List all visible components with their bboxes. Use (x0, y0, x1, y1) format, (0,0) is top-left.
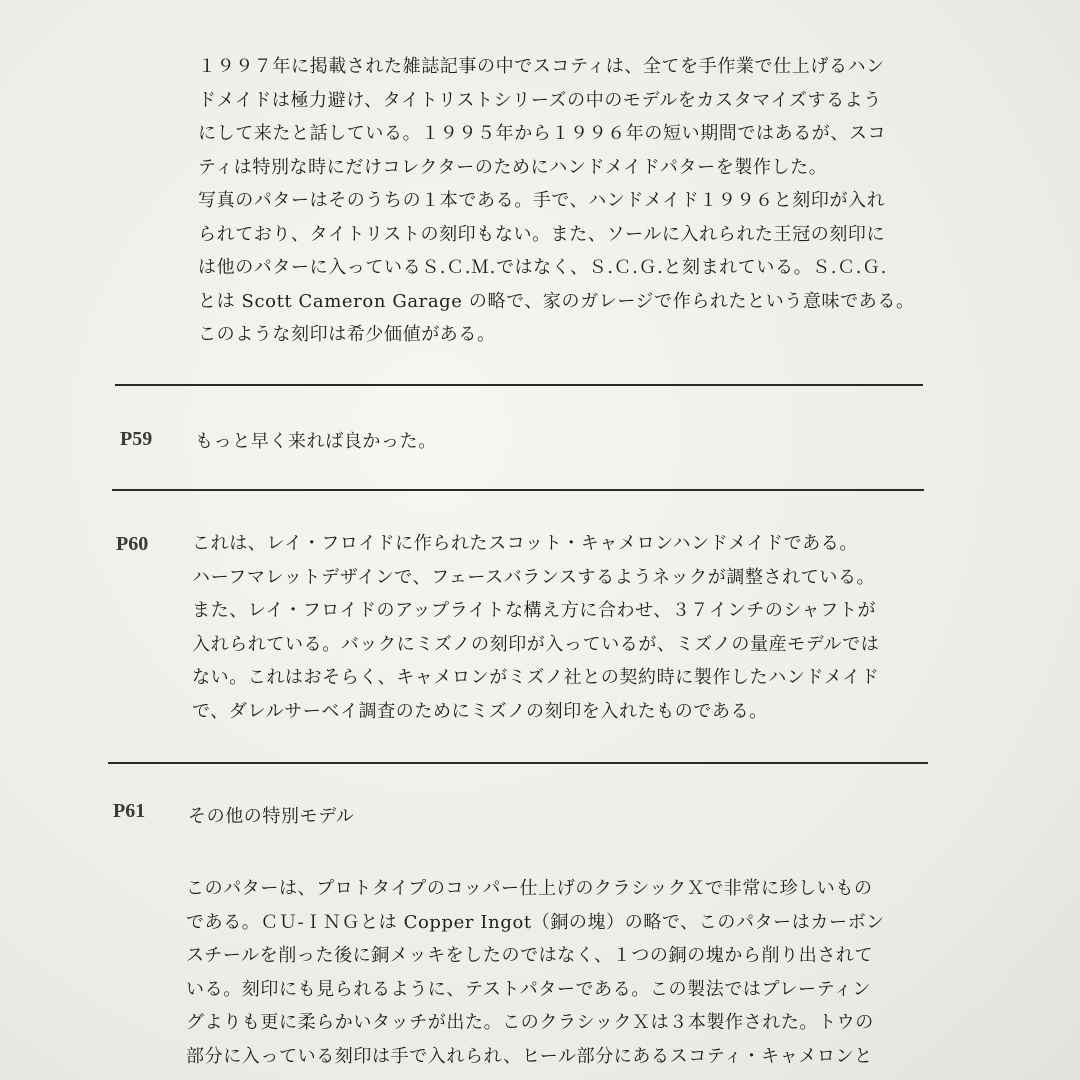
text-line: ドメイドは極力避け、タイトリストシリーズの中のモデルをカスタマイズするよう (198, 89, 882, 111)
text-line: ハーフマレットデザインで、フェースバランスするようネックが調整されている。 (192, 566, 876, 588)
text-line: は他のパターに入っているＳ.Ｃ.Ｍ.ではなく、Ｓ.Ｃ.Ｇ.と刻まれている。Ｓ.Ｃ.Ｇ. (198, 257, 887, 278)
text-line: ない。これはおそらく、キャメロンがミズノ社との契約時に製作したハンドメイド (192, 667, 880, 688)
p60-paragraph (192, 527, 927, 728)
divider-rule (112, 489, 924, 491)
text-line: にして来たと話している。１９９５年から１９９６年の短い期間ではあるが、スコ (198, 123, 887, 144)
p61-heading (188, 800, 355, 834)
text-line: とは Scott Cameron Garage の略で、家のガレージで作られたという意味である。 (198, 290, 915, 312)
text-line: いる。刻印にも見られるように、テストパターである。この製法ではプレーティン (186, 978, 871, 1000)
p59-text (195, 425, 437, 459)
text-line: もっと早く来れば良かった。 (195, 431, 437, 452)
divider-rule (115, 384, 923, 386)
text-line: グよりも更に柔らかいタッチが出た。このクラシックＸは３本製作された。トウの (186, 1012, 874, 1033)
text-line: このパターは、プロトタイプのコッパー仕上げのクラシックＸで非常に珍しいもの (186, 878, 873, 899)
p61-paragraph (186, 872, 926, 1073)
text-line: で、ダレルサーベイ調査のためにミズノの刻印を入れたものである。 (192, 700, 768, 722)
page-ref-label: P61 (113, 800, 146, 822)
text-line: である。ＣＵ-ＩＮＧとは Copper Ingot（銅の塊）の略で、このパターはカーボン (186, 911, 885, 933)
text-line: このような刻印は希少価値がある。 (198, 324, 496, 345)
section-heading: その他の特別モデル (188, 806, 355, 827)
page-ref-label: P60 (116, 533, 149, 555)
text-line: 部分に入っている刻印は手で入れられ、ヒール部分にあるスコティ・キャメロンと (186, 1045, 873, 1067)
intro-paragraph (198, 50, 928, 352)
text-line: また、レイ・フロイドのアップライトな構え方に合わせ、３７インチのシャフトが (192, 600, 877, 621)
text-line: 入れられている。バックにミズノの刻印が入っているが、ミズノの量産モデルでは (192, 633, 880, 655)
text-line: ティは特別な時にだけコレクターのためにハンドメイドパターを製作した。 (198, 156, 828, 178)
text-line: １９９７年に掲載された雑誌記事の中でスコティは、全てを手作業で仕上げるハン (198, 56, 885, 77)
divider-rule (108, 762, 928, 764)
text-line: スチールを削った後に銅メッキをしたのではなく、１つの銅の塊から削り出されて (186, 945, 874, 966)
text-line: これは、レイ・フロイドに作られたスコット・キャメロンハンドメイドである。 (192, 533, 858, 554)
text-line: 写真のパターはそのうちの１本である。手で、ハンドメイド１９９６と刻印が入れ (198, 190, 886, 211)
page-ref-label: P59 (120, 428, 153, 450)
text-line: られており、タイトリストの刻印もない。また、ソールに入れられた王冠の刻印に (198, 223, 886, 245)
